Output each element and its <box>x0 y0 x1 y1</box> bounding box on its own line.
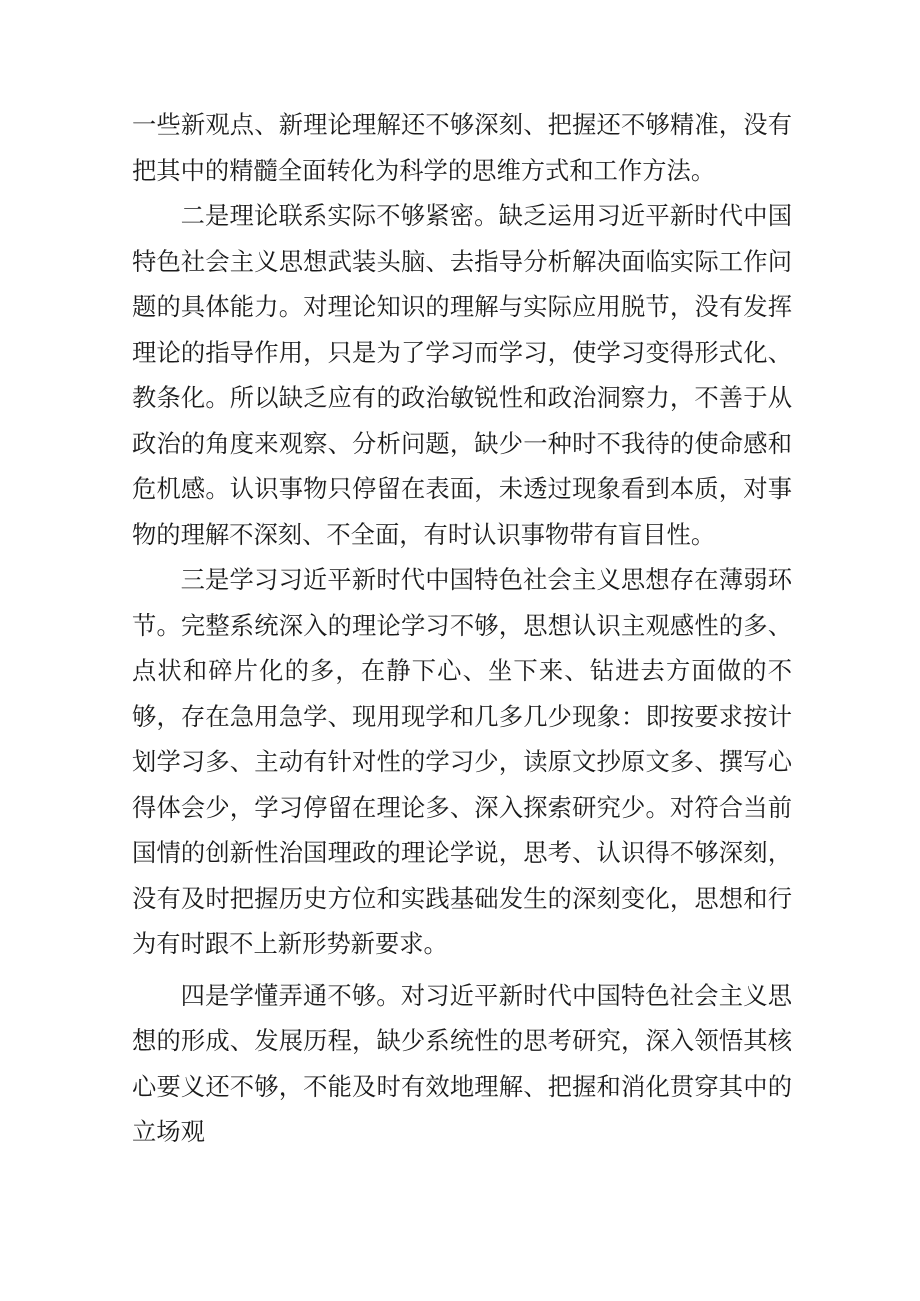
document-body <box>132 102 792 1155</box>
paragraph-point-three: 三是学习习近平新时代中国特色社会主义思想存在薄弱环节。完整系统深入的理论学习不够，思想认识主观感性的多、点状和碎片化的多，在静下心、坐下来、钻进去方面做的不够，存在急用急学、现用现学和几多几少现象：即按要求按计划学习多、主动有针对性的学习少，读原文抄原文多、撰写心得体会少，学习停留在理论多、深入探索研究少。对符合当前国情的创新性治国理政的理论学说，思考、认识得不够深刻，没有及时把握历史方位和实践基础发生的深刻变化，思想和行为有时跟不上新形势新要求。 <box>132 565 792 958</box>
paragraph-point-two: 二是理论联系实际不够紧密。缺乏运用习近平新时代中国特色社会主义思想武装头脑、去指导分析解决面临实际工作问题的具体能力。对理论知识的理解与实际应用脱节，没有发挥理论的指导作用，只是为了学习而学习，使学习变得形式化、教条化。所以缺乏应有的政治敏锐性和政治洞察力，不善于从政治的角度来观察、分析问题，缺少一种时不我待的使命感和危机感。认识事物只停留在表面，未透过现象看到本质，对事物的理解不深刻、不全面，有时认识事物带有盲目性。 <box>132 201 792 549</box>
paragraph-continuation: 一些新观点、新理论理解还不够深刻、把握还不够精准，没有把其中的精髓全面转化为科学的思维方式和工作方法。 <box>132 110 792 185</box>
paragraph-point-four: 四是学懂弄通不够。对习近平新时代中国特色社会主义思想的形成、发展历程，缺少系统性的思考研究，深入领悟其核心要义还不够，不能及时有效地理解、把握和消化贯穿其中的立场观 <box>132 980 792 1146</box>
